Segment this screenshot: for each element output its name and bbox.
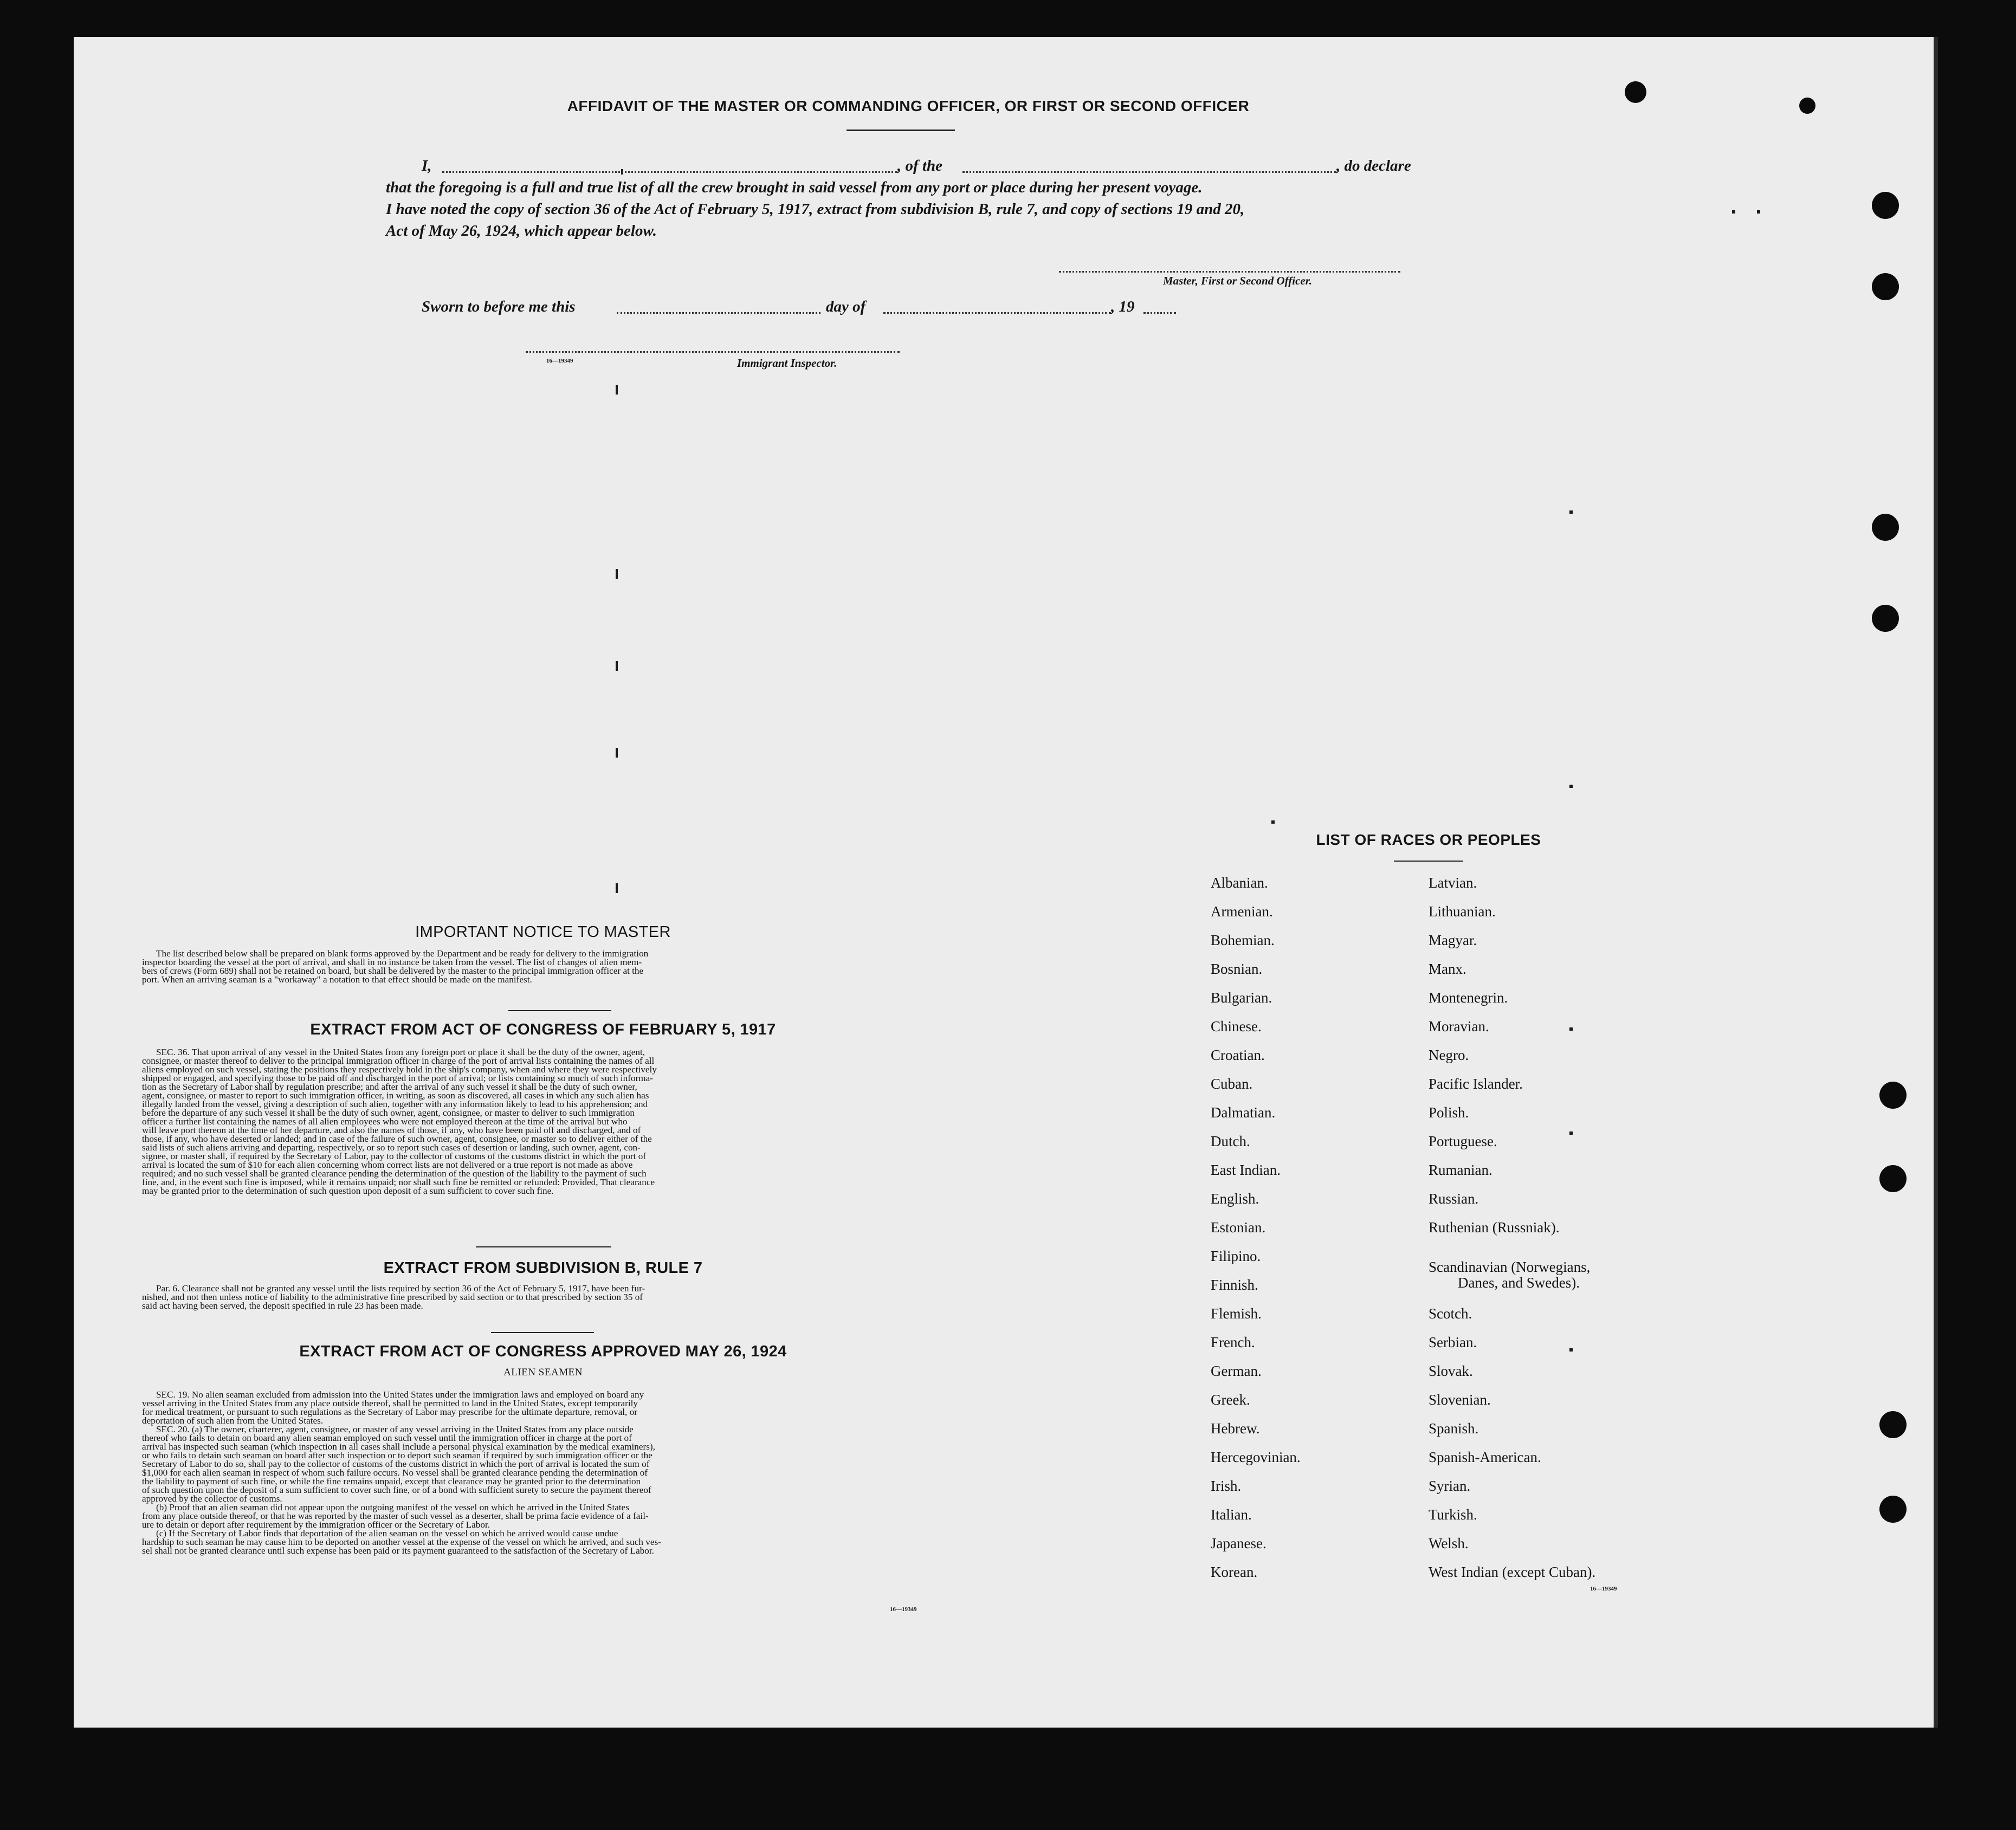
extract-1924-line: Secretary of Labor to do so, shall pay to the collector of customs of the customs district in which the port of arrival is located the sum of xyxy=(142,1459,650,1469)
scan-mark xyxy=(1934,37,1938,1728)
extract-1924-title: EXTRACT FROM ACT OF CONGRESS APPROVED MAY 26, 1924 xyxy=(299,1343,787,1360)
affidavit-title: AFFIDAVIT OF THE MASTER OR COMMANDING OFFICER, OR FIRST OR SECOND OFFICER xyxy=(567,98,1250,114)
form-number: 16—19349 xyxy=(890,1606,917,1613)
race-item: Filipino. xyxy=(1211,1248,1261,1264)
race-item: Syrian. xyxy=(1429,1478,1471,1494)
extract-1917-line: arrival is located the sum of $10 for each alien concerning whom correct lists are not delivered or a true report is not made as above xyxy=(142,1160,633,1170)
extract-1924-line: sel shall not be granted clearance until such expense has been paid or its payment guaranteed to the satisfaction of the Secretary of Labor. xyxy=(142,1546,654,1556)
extract-1924-line: arrival has inspected such seaman (which inspection in all cases shall include a personal physical examination by the medical examiners), xyxy=(142,1441,655,1452)
race-item: Welsh. xyxy=(1429,1535,1469,1551)
sworn-month-blank[interactable] xyxy=(883,312,1111,314)
race-item: Manx. xyxy=(1429,961,1466,977)
race-item: Armenian. xyxy=(1211,903,1273,920)
races-title-rule xyxy=(1394,861,1463,862)
scan-mark xyxy=(1569,1131,1573,1135)
section-rule xyxy=(491,1332,594,1333)
race-item: Latvian. xyxy=(1429,875,1477,891)
race-item: German. xyxy=(1211,1363,1262,1379)
race-item: East Indian. xyxy=(1211,1162,1281,1178)
race-item: Hercegovinian. xyxy=(1211,1449,1301,1465)
extract-1924-line: the liability to payment of such fine, or while the fine remains unpaid, except that clearance may be granted prior to the determination xyxy=(142,1476,641,1486)
section-rule xyxy=(476,1246,611,1247)
race-item: Greek. xyxy=(1211,1392,1250,1408)
race-item: Estonian. xyxy=(1211,1219,1266,1236)
extract-1917-line: SEC. 36. That upon arrival of any vessel in the United States from any foreign port or place it shall be the duty of the owner, agent, xyxy=(156,1047,645,1057)
extract-1924-line: approved by the collector of customs. xyxy=(142,1493,282,1504)
extract-1917-line: those, if any, who have deserted or landed; and in case of the failure of such owner, agent, consignee, or master so to deliver either of the xyxy=(142,1134,652,1144)
extract-1917-line: before the departure of any such vessel it shall be the duty of such owner, agent, consignee, or master to deliver to such immigration xyxy=(142,1108,635,1118)
race-item: Hebrew. xyxy=(1211,1420,1260,1437)
sworn-day-blank[interactable] xyxy=(617,312,820,314)
year-label: , 19 xyxy=(1111,298,1135,315)
race-item: Italian. xyxy=(1211,1506,1252,1523)
race-item: Pacific Islander. xyxy=(1429,1076,1523,1092)
race-item: Cuban. xyxy=(1211,1076,1253,1092)
race-item: Magyar. xyxy=(1429,932,1477,948)
race-item: Albanian. xyxy=(1211,875,1268,891)
race-item: Ruthenian (Russniak). xyxy=(1429,1219,1560,1236)
scan-mark xyxy=(1732,210,1735,214)
race-item: Danes, and Swedes). xyxy=(1458,1275,1580,1291)
race-item: Dutch. xyxy=(1211,1133,1250,1149)
race-item: Chinese. xyxy=(1211,1018,1262,1034)
race-item: Portuguese. xyxy=(1429,1133,1497,1149)
section-rule xyxy=(508,1010,611,1011)
form-number: 16—19349 xyxy=(1590,1586,1617,1592)
master-caption: Master, First or Second Officer. xyxy=(1163,274,1312,287)
extract-1917-title: EXTRACT FROM ACT OF CONGRESS OF FEBRUARY 5, 1917 xyxy=(310,1021,776,1038)
scan-mark xyxy=(616,385,618,395)
race-item: West Indian (except Cuban). xyxy=(1429,1564,1596,1580)
extract-1924-line: SEC. 20. (a) The owner, charterer, agent, consignee, or master of any vessel arriving in the United States from any place outside xyxy=(156,1424,634,1434)
extract-1917-line: required; and no such vessel shall be granted clearance pending the determination of the question of the liability to the payment of such xyxy=(142,1168,647,1179)
race-item: Moravian. xyxy=(1429,1018,1489,1034)
extract-1917-line: consignee, or master thereof to deliver to the principal immigration officer in charge of the port of arrival lists containing the names of all xyxy=(142,1056,655,1066)
race-item: Scotch. xyxy=(1429,1305,1472,1322)
scan-mark xyxy=(1569,1027,1573,1031)
scan-mark xyxy=(1757,210,1760,214)
race-item: Negro. xyxy=(1429,1047,1469,1063)
notice-line: The list described below shall be prepared on blank forms approved by the Department and be ready for delivery to the immigration xyxy=(156,948,649,959)
race-item: English. xyxy=(1211,1191,1259,1207)
scan-mark xyxy=(1569,510,1573,514)
affidavit-line-4: Act of May 26, 1924, which appear below. xyxy=(386,222,657,240)
race-item: Japanese. xyxy=(1211,1535,1267,1551)
extract-1917-line: will leave port thereon at the time of her departure, and also the names of those, if any, who have been paid off and discharged, and of xyxy=(142,1125,641,1135)
punch-hole xyxy=(1879,1496,1907,1523)
notice-title: IMPORTANT NOTICE TO MASTER xyxy=(415,923,671,941)
extract-1917-text xyxy=(142,1048,944,1195)
extract-1924-line: (b) Proof that an alien seaman did not appear upon the outgoing manifest of the vessel on which he arrived in the United States xyxy=(156,1502,629,1512)
notice-line: port. When an arriving seaman is a "workaway" a notation to that effect should be made on the manifest. xyxy=(142,974,532,985)
extract-1917-line: agent, consignee, or master to report to such immigration officer, in writing, as soon as discovered, all cases in which any such alien has xyxy=(142,1090,649,1101)
race-item: Croatian. xyxy=(1211,1047,1265,1063)
race-item: Korean. xyxy=(1211,1564,1258,1580)
scan-mark xyxy=(616,883,618,893)
punch-hole xyxy=(1799,98,1815,114)
race-item: Scandinavian (Norwegians, xyxy=(1429,1259,1591,1275)
extract-1917-line: fine, and, in the event such fine is imposed, while it remains unpaid; nor shall such fine be remitted or refunded: Provided, That clearance xyxy=(142,1177,655,1187)
race-item: Lithuanian. xyxy=(1429,903,1496,920)
scan-mark xyxy=(616,748,618,758)
extract-1917-line: signee, or master shall, if required by the Secretary of Labor, pay to the collector of customs of the customs district in which the port of xyxy=(142,1151,647,1161)
punch-hole xyxy=(1872,273,1899,300)
race-item: Slovenian. xyxy=(1429,1392,1491,1408)
extract-1924-line: vessel arriving in the United States from any place outside thereof, shall be permitted to land in the United States, except temporarily xyxy=(142,1398,638,1408)
race-item: Dalmatian. xyxy=(1211,1104,1276,1121)
punch-hole xyxy=(1879,1165,1907,1192)
notice-line: inspector boarding the vessel at the port of arrival, and shall in no instance be taken from the vessel. The list of changes of alien mem- xyxy=(142,957,642,967)
inspector-signature-line[interactable] xyxy=(526,351,900,353)
punch-hole xyxy=(1872,605,1899,632)
extract-1924-text xyxy=(142,1391,944,1555)
extract-1917-line: said lists of such aliens arriving and departing, respectively, or so to report such cases of desertion or landing, such owner, agent, con- xyxy=(142,1142,641,1153)
race-item: Rumanian. xyxy=(1429,1162,1492,1178)
extract-1924-line: ure to detain or deport after requirement by the immigration officer or the Secretary of Labor. xyxy=(142,1519,490,1530)
scan-mark xyxy=(616,661,618,671)
race-item: Spanish. xyxy=(1429,1420,1479,1437)
race-item: Slovak. xyxy=(1429,1363,1473,1379)
subdivision-line: said act having been served, the deposit specified in rule 23 has been made. xyxy=(142,1301,423,1311)
notice-text xyxy=(142,949,944,984)
sworn-year-blank[interactable] xyxy=(1143,312,1176,314)
extract-1917-line: shipped or engaged, and specifying those to be paid off and discharged in the port of arrival; or lists containing so much of such informa- xyxy=(142,1073,654,1083)
race-item: Finnish. xyxy=(1211,1277,1258,1293)
extract-1917-line: illegally landed from the vessel, giving a description of such alien, together with any information likely to lead to his apprehension; and xyxy=(142,1099,648,1109)
punch-hole xyxy=(1872,192,1899,219)
extract-1917-line: tion as the Secretary of Labor shall by regulation prescribe; and after the arrival of any such vessel it shall be the duty of such owner, xyxy=(142,1082,637,1092)
day-of-label: day of xyxy=(826,298,866,315)
notice-line: bers of crews (Form 689) shall not be retained on board, but shall be delivered by the master to the principal immigration officer at the xyxy=(142,966,644,976)
races-title: LIST OF RACES OR PEOPLES xyxy=(1316,831,1541,848)
extract-1924-line: (c) If the Secretary of Labor finds that deportation of the alien seaman on the vessel on which he arrived would cause undue xyxy=(156,1528,618,1538)
extract-1924-line: thereof who fails to detain on board any alien seaman employed on such vessel until the immigration officer in charge at the port of xyxy=(142,1433,632,1443)
punch-hole xyxy=(1872,514,1899,541)
scan-mark xyxy=(1569,785,1573,788)
form-number: 16—19349 xyxy=(546,358,573,364)
extract-1924-line: of such question upon the deposit of a sum sufficient to cover such fine, or of a bond with sufficient surety to secure the payment thereof xyxy=(142,1485,651,1495)
vessel-blank[interactable] xyxy=(962,171,1336,173)
affidavit-declare: , do declare xyxy=(1336,157,1411,174)
affidavit-i: I, xyxy=(422,157,432,174)
extract-1917-line: may be granted prior to the determination of such question upon deposit of a sum sufficient to cover such fine. xyxy=(142,1186,554,1196)
scan-mark xyxy=(1569,1348,1573,1352)
extract-1917-line: aliens employed on such vessel, stating the positions they respectively hold in the ship's company, when and where they were respectively xyxy=(142,1064,657,1075)
subdivision-line: Par. 6. Clearance shall not be granted any vessel until the lists required by section 36 of the Act of February 5, 1917, have been fur- xyxy=(156,1283,645,1294)
extract-1924-line: for medical treatment, or pursuant to such regulations as the Secretary of Labor may prescribe for the ultimate departure, removal, or xyxy=(142,1407,637,1417)
extract-1917-line: officer a further list containing the names of all alien employees who were not employed thereon at the time of the arrival but who xyxy=(142,1116,628,1127)
affidavit-of-the: , of the xyxy=(897,157,942,174)
affidavit-line-2: that the foregoing is a full and true list of all the crew brought in said vessel from any port or place during her present voyage. xyxy=(386,179,1203,196)
title-rule xyxy=(847,130,955,131)
extract-1924-subtitle: ALIEN SEAMEN xyxy=(503,1367,583,1378)
punch-hole xyxy=(1879,1411,1907,1438)
race-item: Polish. xyxy=(1429,1104,1469,1121)
extract-1924-line: deportation of such alien from the United States. xyxy=(142,1415,324,1426)
subdivision-line: nished, and not then unless notice of liability to the administrative fine prescribed by said section or to that prescribed by section 35 of xyxy=(142,1292,643,1302)
scan-mark xyxy=(1271,820,1275,824)
scan-mark xyxy=(616,569,618,579)
race-item: Irish. xyxy=(1211,1478,1242,1494)
extract-1924-line: $1,000 for each alien seaman in respect of whom such failure occurs. No vessel shall be granted clearance pending the determination of xyxy=(142,1467,648,1478)
race-item: Bosnian. xyxy=(1211,961,1263,977)
extract-1924-line: hardship to such seaman he may cause him to be deported on another vessel at the expense of the vessel on which he arrived, and such ves- xyxy=(142,1537,661,1547)
race-item: Flemish. xyxy=(1211,1305,1262,1322)
sworn-label: Sworn to before me this xyxy=(422,298,576,315)
form-sheet xyxy=(74,37,1938,1728)
subdivision-text xyxy=(142,1284,944,1310)
race-item: Bulgarian. xyxy=(1211,990,1272,1006)
extract-1924-line: SEC. 19. No alien seaman excluded from admission into the United States under the immigration laws and employed on board any xyxy=(156,1389,644,1400)
race-item: Russian. xyxy=(1429,1191,1479,1207)
race-item: French. xyxy=(1211,1334,1255,1350)
master-signature-line[interactable] xyxy=(1059,271,1400,273)
extract-1924-line: from any place outside thereof, or that he was reported by the master of such vessel as a deserter, shall be prima facie evidence of a fail- xyxy=(142,1511,649,1521)
race-item: Turkish. xyxy=(1429,1506,1477,1523)
affidavit-line-3: I have noted the copy of section 36 of the Act of February 5, 1917, extract from subdivision B, rule 7, and copy of sections 19 and 20, xyxy=(386,201,1245,218)
extract-1924-line: or who fails to detain such seaman on board after such inspection or to deport such seaman if required by such immigration officer or the xyxy=(142,1450,652,1460)
race-item: Spanish-American. xyxy=(1429,1449,1541,1465)
inspector-caption: Immigrant Inspector. xyxy=(737,357,837,370)
punch-hole xyxy=(1879,1082,1907,1109)
name-blank[interactable] xyxy=(442,171,897,173)
punch-hole xyxy=(1625,81,1646,103)
subdivision-title: EXTRACT FROM SUBDIVISION B, RULE 7 xyxy=(383,1259,703,1277)
race-item: Bohemian. xyxy=(1211,932,1275,948)
race-item: Montenegrin. xyxy=(1429,990,1508,1006)
race-item: Serbian. xyxy=(1429,1334,1477,1350)
